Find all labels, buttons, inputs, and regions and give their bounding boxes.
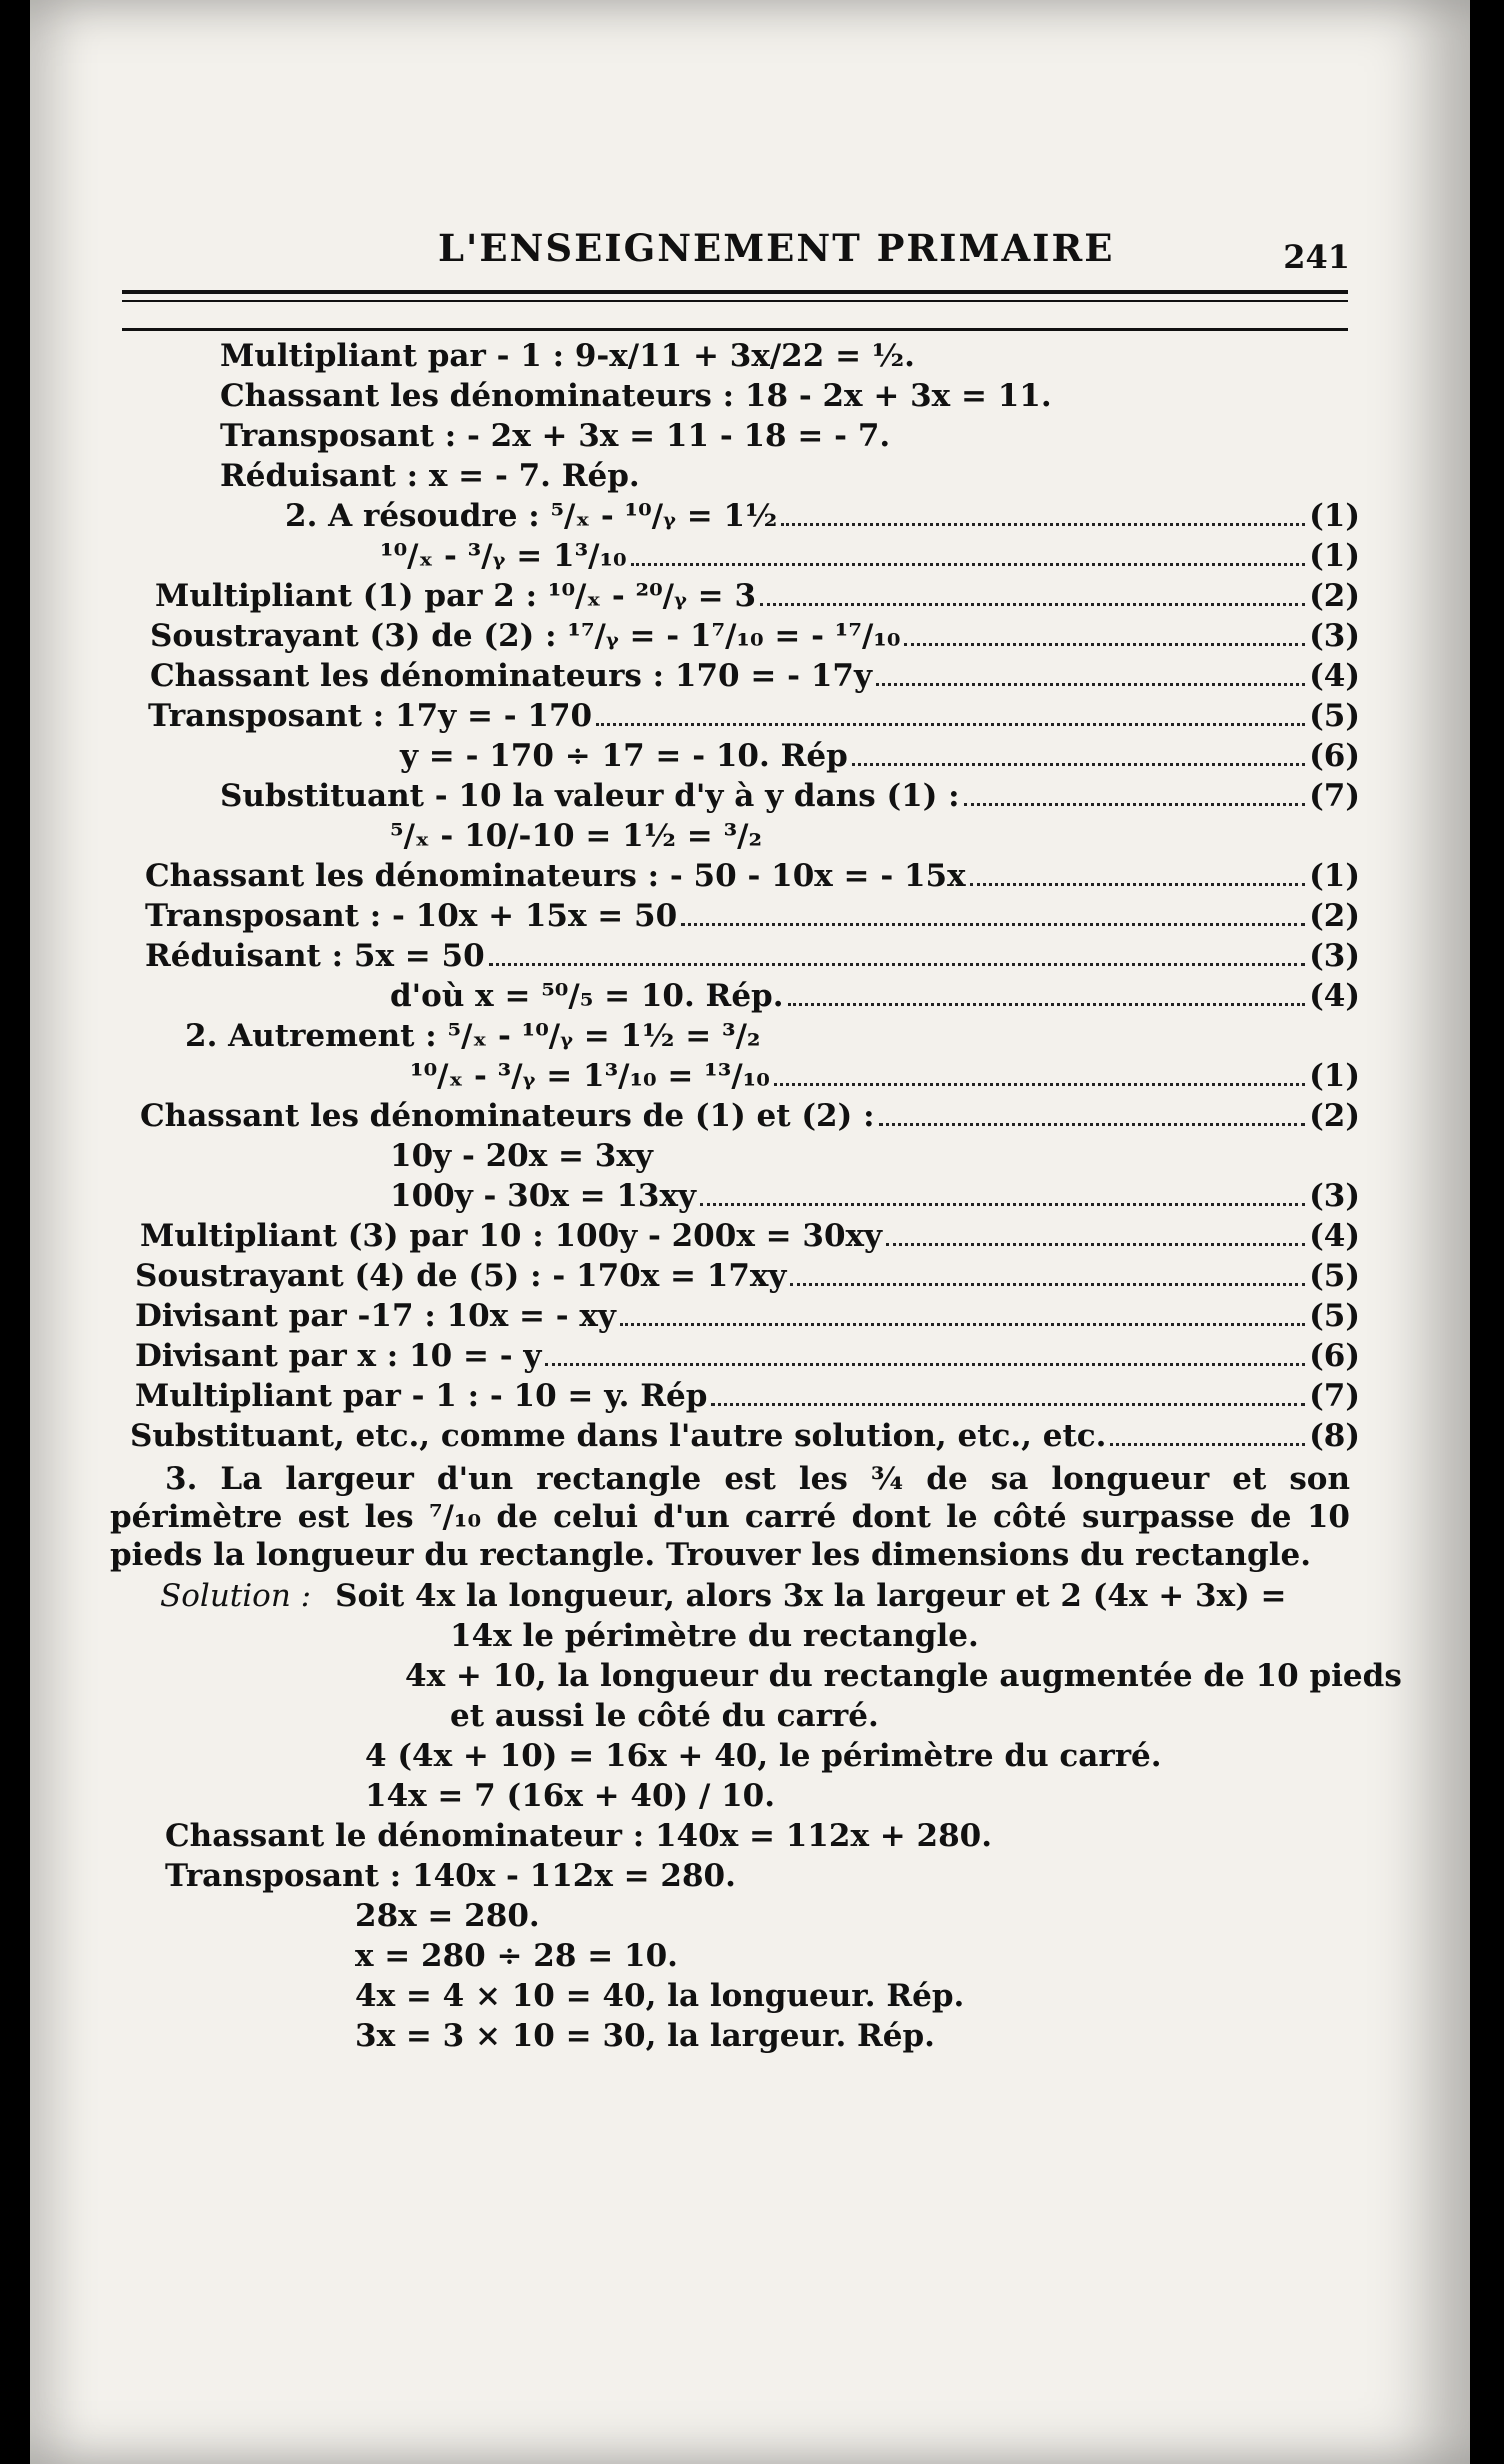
solution-block: [110, 1576, 1402, 2056]
equation-text: Soustrayant (3) de (2) : ¹⁷/ᵧ = - 1⁷/₁₀ = - ¹⁷/₁₀: [150, 618, 901, 654]
dot-leader: [886, 1233, 1305, 1246]
equation-text: Soustrayant (4) de (5) : - 170x = 17xy: [135, 1258, 787, 1294]
dot-leader: [879, 1113, 1306, 1126]
dot-leader: [788, 993, 1306, 1006]
equation-number: (1): [1309, 858, 1360, 894]
solution-line: [110, 1776, 1360, 1816]
solution-line: [110, 2016, 1360, 2056]
solution-line: [110, 1816, 1360, 1856]
dot-leader: [1110, 1433, 1305, 1446]
equation-line: [110, 456, 1360, 496]
equation-line: [110, 1296, 1360, 1336]
equation-number: (7): [1309, 1378, 1360, 1414]
equation-text: Substituant, etc., comme dans l'autre solution, etc., etc.: [130, 1418, 1107, 1454]
equation-line: [110, 696, 1360, 736]
equation-number: (4): [1309, 658, 1360, 694]
solution-line: [110, 1696, 1360, 1736]
solution-text: x = 280 ÷ 28 = 10.: [355, 1938, 678, 1974]
solution-text: 4x = 4 × 10 = 40, la longueur. Rép.: [355, 1978, 965, 2014]
solution-line: [110, 1576, 1360, 1616]
dot-leader: [876, 673, 1305, 686]
equation-number: (2): [1309, 898, 1360, 934]
equation-line: [110, 416, 1360, 456]
dot-leader: [852, 753, 1305, 766]
solution-line: [110, 1936, 1360, 1976]
dot-leader: [631, 553, 1305, 566]
dot-leader: [681, 913, 1305, 926]
equation-number: (6): [1309, 738, 1360, 774]
equation-number: (2): [1309, 578, 1360, 614]
running-title: L'ENSEIGNEMENT PRIMAIRE: [438, 226, 1115, 270]
equation-line: [110, 1416, 1360, 1456]
equation-text: 100y - 30x = 13xy: [390, 1178, 696, 1214]
dot-leader: [545, 1353, 1305, 1366]
equation-text: Réduisant : 5x = 50: [145, 938, 485, 974]
problem-statement: [110, 1460, 1350, 1574]
equation-text: Multipliant (3) par 10 : 100y - 200x = 30xy: [140, 1218, 883, 1254]
solution-line: [110, 1736, 1360, 1776]
equation-text: Transposant : 17y = - 170: [148, 698, 593, 734]
dot-leader: [489, 953, 1305, 966]
equation-line: [110, 816, 1360, 856]
equation-line: [110, 616, 1360, 656]
equation-line: [110, 776, 1360, 816]
equation-line: [110, 1376, 1360, 1416]
solution-label: Solution :: [160, 1578, 312, 1614]
equation-text: y = - 170 ÷ 17 = - 10. Rép: [400, 738, 848, 774]
dot-leader: [620, 1313, 1305, 1326]
equation-text: Transposant : - 10x + 15x = 50: [145, 898, 678, 934]
equation-line: [110, 1056, 1360, 1096]
solution-line: [110, 1656, 1402, 1696]
equation-number: (4): [1309, 1218, 1360, 1254]
equation-text: Réduisant : x = - 7. Rép.: [220, 458, 640, 494]
header-rule-lower: [122, 328, 1348, 331]
dot-leader: [774, 1073, 1305, 1086]
dot-leader: [596, 713, 1305, 726]
equation-number: (3): [1309, 1178, 1360, 1214]
equation-number: (2): [1309, 1098, 1360, 1134]
dot-leader: [760, 593, 1305, 606]
solution-text: Chassant le dénominateur : 140x = 112x + 280.: [165, 1818, 992, 1854]
equation-line: [110, 1176, 1360, 1216]
equation-lines: [110, 336, 1360, 1456]
dot-leader: [904, 633, 1305, 646]
equation-line: [110, 1136, 1360, 1176]
equation-number: (4): [1309, 978, 1360, 1014]
dot-leader: [964, 793, 1305, 806]
solution-text: 4 (4x + 10) = 16x + 40, le périmètre du carré.: [365, 1738, 1162, 1774]
solution-text: 28x = 280.: [355, 1898, 540, 1934]
equation-number: (8): [1309, 1418, 1360, 1454]
equation-line: [110, 1096, 1360, 1136]
equation-text: Multipliant par - 1 : - 10 = y. Rép: [135, 1378, 708, 1414]
running-header: [120, 226, 1350, 286]
equation-text: 2. A résoudre : ⁵/ₓ - ¹⁰/ᵧ = 1½: [285, 498, 778, 534]
dot-leader: [781, 513, 1305, 526]
equation-text: Transposant : - 2x + 3x = 11 - 18 = - 7.: [220, 418, 891, 454]
equation-line: [110, 1216, 1360, 1256]
solution-line: [110, 1976, 1360, 2016]
solution-text: 14x = 7 (16x + 40) / 10.: [365, 1778, 776, 1814]
equation-line: [110, 496, 1360, 536]
equation-text: ⁵/ₓ - 10/-10 = 1½ = ³/₂: [390, 818, 763, 854]
equation-text: Multipliant (1) par 2 : ¹⁰/ₓ - ²⁰/ᵧ = 3: [155, 578, 757, 614]
solution-text: 4x + 10, la longueur du rectangle augmentée de 10 pieds: [405, 1658, 1402, 1694]
dot-leader: [790, 1273, 1305, 1286]
equation-text: 2. Autrement : ⁵/ₓ - ¹⁰/ᵧ = 1½ = ³/₂: [185, 1018, 761, 1054]
solution-line: [110, 1896, 1360, 1936]
solution-text: 14x le périmètre du rectangle.: [450, 1618, 979, 1654]
equation-line: [110, 936, 1360, 976]
equation-text: Substituant - 10 la valeur d'y à y dans (1) :: [220, 778, 960, 814]
equation-text: Chassant les dénominateurs : 18 - 2x + 3x = 11.: [220, 378, 1052, 414]
page-number: 241: [1283, 238, 1350, 276]
solution-text: Transposant : 140x - 112x = 280.: [165, 1858, 736, 1894]
equation-text: Multipliant par - 1 : 9-x/11 + 3x/22 = ½.: [220, 338, 915, 374]
equation-number: (3): [1309, 938, 1360, 974]
equation-number: (1): [1309, 538, 1360, 574]
problem-text: 3. La largeur d'un rectangle est les ¾ de sa longueur et son périmètre est les ⁷/₁₀ de celui d'un carré dont le côté surpasse de 10 pieds la longueur du rectangle. Trouver les dimensions du rectangle.: [110, 1461, 1350, 1573]
equation-text: 10y - 20x = 3xy: [390, 1138, 653, 1174]
equation-line: [110, 536, 1360, 576]
equation-text: ¹⁰/ₓ - ³/ᵧ = 1³/₁₀ = ¹³/₁₀: [410, 1058, 770, 1094]
dot-leader: [711, 1393, 1305, 1406]
header-rule-thin: [122, 300, 1348, 302]
equation-number: (5): [1309, 1298, 1360, 1334]
equation-text: ¹⁰/ₓ - ³/ᵧ = 1³/₁₀: [380, 538, 627, 574]
equation-line: [110, 896, 1360, 936]
equation-line: [110, 736, 1360, 776]
equation-text: d'où x = ⁵⁰/₅ = 10. Rép.: [390, 978, 784, 1014]
equation-line: [110, 1016, 1360, 1056]
book-page: [30, 0, 1470, 2464]
header-rule: [122, 290, 1348, 294]
equation-text: Chassant les dénominateurs : - 50 - 10x = - 15x: [145, 858, 966, 894]
equation-number: (7): [1309, 778, 1360, 814]
equation-line: [110, 856, 1360, 896]
equation-number: (3): [1309, 618, 1360, 654]
equation-number: (5): [1309, 698, 1360, 734]
dot-leader: [700, 1193, 1305, 1206]
equation-line: [110, 1336, 1360, 1376]
equation-line: [110, 576, 1360, 616]
solution-text: Soit 4x la longueur, alors 3x la largeur et 2 (4x + 3x) =: [335, 1578, 1287, 1614]
equation-line: [110, 336, 1360, 376]
page-body: [110, 336, 1402, 2056]
equation-text: Divisant par -17 : 10x = - xy: [135, 1298, 616, 1334]
solution-line: [110, 1856, 1360, 1896]
equation-text: Chassant les dénominateurs : 170 = - 17y: [150, 658, 872, 694]
equation-line: [110, 656, 1360, 696]
equation-number: (1): [1309, 498, 1360, 534]
equation-line: [110, 1256, 1360, 1296]
equation-number: (1): [1309, 1058, 1360, 1094]
solution-line: [110, 1616, 1360, 1656]
equation-text: Chassant les dénominateurs de (1) et (2) :: [140, 1098, 875, 1134]
solution-text: 3x = 3 × 10 = 30, la largeur. Rép.: [355, 2018, 935, 2054]
equation-line: [110, 976, 1360, 1016]
equation-text: Divisant par x : 10 = - y: [135, 1338, 542, 1374]
dot-leader: [970, 873, 1305, 886]
equation-number: (5): [1309, 1258, 1360, 1294]
equation-number: (6): [1309, 1338, 1360, 1374]
solution-text: et aussi le côté du carré.: [450, 1698, 879, 1734]
equation-line: [110, 376, 1360, 416]
